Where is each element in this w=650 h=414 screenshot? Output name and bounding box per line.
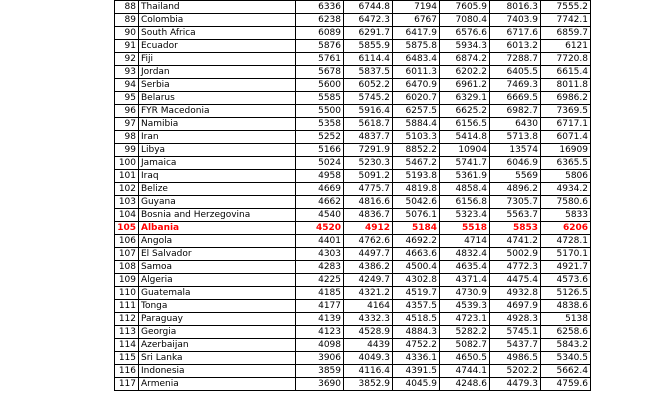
value-cell: 4518.5	[393, 313, 440, 326]
value-cell: 4832.4	[440, 248, 490, 261]
table-row	[115, 14, 591, 27]
value-cell: 4098	[296, 339, 344, 352]
value-cell: 4332.3	[344, 313, 393, 326]
value-cell: 7742.1	[541, 14, 591, 27]
value-cell: 4928.3	[490, 313, 541, 326]
rank-cell: 91	[115, 40, 139, 53]
value-cell: 5618.7	[344, 118, 393, 131]
value-cell: 5361.9	[440, 170, 490, 183]
value-cell: 5024	[296, 157, 344, 170]
value-cell: 6202.2	[440, 66, 490, 79]
table-row	[115, 235, 591, 248]
value-cell: 6470.9	[393, 79, 440, 92]
value-cell: 4528.9	[344, 326, 393, 339]
value-cell: 8852.2	[393, 144, 440, 157]
value-cell: 5569	[490, 170, 541, 183]
country-cell: Indonesia	[139, 365, 296, 378]
value-cell: 6405.5	[490, 66, 541, 79]
rank-cell: 109	[115, 274, 139, 287]
value-cell: 4336.1	[393, 352, 440, 365]
value-cell: 4391.5	[393, 365, 440, 378]
value-cell: 8011.8	[541, 79, 591, 92]
country-cell: Algeria	[139, 274, 296, 287]
country-cell: Belarus	[139, 92, 296, 105]
value-cell: 4958	[296, 170, 344, 183]
value-cell: 5358	[296, 118, 344, 131]
value-cell: 4573.6	[541, 274, 591, 287]
value-cell: 6011.3	[393, 66, 440, 79]
value-cell: 6013.2	[490, 40, 541, 53]
rank-cell: 110	[115, 287, 139, 300]
country-cell: Thailand	[139, 1, 296, 14]
value-cell: 4775.7	[344, 183, 393, 196]
value-cell: 4164	[344, 300, 393, 313]
value-cell: 4357.5	[393, 300, 440, 313]
value-cell: 4500.4	[393, 261, 440, 274]
value-cell: 5934.3	[440, 40, 490, 53]
value-cell: 4185	[296, 287, 344, 300]
value-cell: 5745.1	[490, 326, 541, 339]
country-cell: Tonga	[139, 300, 296, 313]
value-cell: 4049.3	[344, 352, 393, 365]
country-cell: FYR Macedonia	[139, 105, 296, 118]
value-cell: 4714	[440, 235, 490, 248]
value-cell: 4520	[296, 222, 344, 235]
value-cell: 5585	[296, 92, 344, 105]
value-cell: 4139	[296, 313, 344, 326]
value-cell: 5091.2	[344, 170, 393, 183]
value-cell: 4816.6	[344, 196, 393, 209]
value-cell: 5600	[296, 79, 344, 92]
value-cell: 4932.8	[490, 287, 541, 300]
value-cell: 6046.9	[490, 157, 541, 170]
country-cell: Albania	[139, 222, 296, 235]
value-cell: 6874.2	[440, 53, 490, 66]
value-cell: 5741.7	[440, 157, 490, 170]
value-cell: 4371.4	[440, 274, 490, 287]
value-cell: 6717.6	[490, 27, 541, 40]
value-cell: 6257.5	[393, 105, 440, 118]
value-cell: 4479.3	[490, 378, 541, 391]
value-cell: 4692.2	[393, 235, 440, 248]
country-cell: Azerbaijan	[139, 339, 296, 352]
country-cell: Bosnia and Herzegovina	[139, 209, 296, 222]
rank-cell: 93	[115, 66, 139, 79]
rank-cell: 95	[115, 92, 139, 105]
value-cell: 6089	[296, 27, 344, 40]
table-row	[115, 300, 591, 313]
value-cell: 6417.9	[393, 27, 440, 40]
value-cell: 4303	[296, 248, 344, 261]
value-cell: 4116.4	[344, 365, 393, 378]
value-cell: 10904	[440, 144, 490, 157]
table-row	[115, 170, 591, 183]
country-cell: Iraq	[139, 170, 296, 183]
value-cell: 7580.6	[541, 196, 591, 209]
rank-cell: 116	[115, 365, 139, 378]
rank-cell: 111	[115, 300, 139, 313]
value-cell: 4819.8	[393, 183, 440, 196]
value-cell: 5414.8	[440, 131, 490, 144]
value-cell: 4283	[296, 261, 344, 274]
value-cell: 5678	[296, 66, 344, 79]
country-cell: Georgia	[139, 326, 296, 339]
value-cell: 4401	[296, 235, 344, 248]
table-row	[115, 261, 591, 274]
value-cell: 6986.2	[541, 92, 591, 105]
value-cell: 4836.7	[344, 209, 393, 222]
value-cell: 5662.4	[541, 365, 591, 378]
value-cell: 6114.4	[344, 53, 393, 66]
value-cell: 6669.5	[490, 92, 541, 105]
value-cell: 6336	[296, 1, 344, 14]
value-cell: 5884.4	[393, 118, 440, 131]
value-cell: 4752.2	[393, 339, 440, 352]
value-cell: 5340.5	[541, 352, 591, 365]
country-cell: Belize	[139, 183, 296, 196]
value-cell: 4249.7	[344, 274, 393, 287]
table-row	[115, 209, 591, 222]
table-row	[115, 66, 591, 79]
table-row	[115, 196, 591, 209]
value-cell: 4540	[296, 209, 344, 222]
value-cell: 7555.2	[541, 1, 591, 14]
rank-cell: 98	[115, 131, 139, 144]
value-cell: 5837.5	[344, 66, 393, 79]
country-cell: Armenia	[139, 378, 296, 391]
country-cell: Libya	[139, 144, 296, 157]
country-cell: Namibia	[139, 118, 296, 131]
value-cell: 5853	[490, 222, 541, 235]
value-cell: 7305.7	[490, 196, 541, 209]
rank-cell: 104	[115, 209, 139, 222]
rank-cell: 102	[115, 183, 139, 196]
value-cell: 4386.2	[344, 261, 393, 274]
value-cell: 6156.8	[440, 196, 490, 209]
value-cell: 5002.9	[490, 248, 541, 261]
rank-cell: 92	[115, 53, 139, 66]
value-cell: 5184	[393, 222, 440, 235]
value-cell: 4896.2	[490, 183, 541, 196]
value-cell: 4497.7	[344, 248, 393, 261]
value-cell: 5202.2	[490, 365, 541, 378]
table-row	[115, 183, 591, 196]
value-cell: 4728.1	[541, 235, 591, 248]
value-cell: 7288.7	[490, 53, 541, 66]
value-cell: 5563.7	[490, 209, 541, 222]
value-cell: 6206	[541, 222, 591, 235]
value-cell: 4321.2	[344, 287, 393, 300]
value-cell: 4225	[296, 274, 344, 287]
value-cell: 4772.3	[490, 261, 541, 274]
value-cell: 4439	[344, 339, 393, 352]
value-cell: 6071.4	[541, 131, 591, 144]
value-cell: 5230.3	[344, 157, 393, 170]
value-cell: 7720.8	[541, 53, 591, 66]
table-row	[115, 53, 591, 66]
value-cell: 4475.4	[490, 274, 541, 287]
value-cell: 3859	[296, 365, 344, 378]
value-cell: 5500	[296, 105, 344, 118]
table-row	[115, 1, 591, 14]
value-cell: 5437.7	[490, 339, 541, 352]
rank-cell: 97	[115, 118, 139, 131]
table-row	[115, 378, 591, 391]
value-cell: 5042.6	[393, 196, 440, 209]
value-cell: 4045.9	[393, 378, 440, 391]
value-cell: 3852.9	[344, 378, 393, 391]
country-cell: El Salvador	[139, 248, 296, 261]
value-cell: 4669	[296, 183, 344, 196]
country-cell: Jordan	[139, 66, 296, 79]
table-row	[115, 157, 591, 170]
value-cell: 5875.8	[393, 40, 440, 53]
value-cell: 6258.6	[541, 326, 591, 339]
value-cell: 6859.7	[541, 27, 591, 40]
value-cell: 6329.1	[440, 92, 490, 105]
value-cell: 4730.9	[440, 287, 490, 300]
value-cell: 7605.9	[440, 1, 490, 14]
value-cell: 6767	[393, 14, 440, 27]
value-cell: 5518	[440, 222, 490, 235]
country-cell: Angola	[139, 235, 296, 248]
value-cell: 4177	[296, 300, 344, 313]
value-cell: 5833	[541, 209, 591, 222]
value-cell: 7291.9	[344, 144, 393, 157]
rank-cell: 112	[115, 313, 139, 326]
value-cell: 6365.5	[541, 157, 591, 170]
value-cell: 4123	[296, 326, 344, 339]
table-row	[115, 118, 591, 131]
value-cell: 4635.4	[440, 261, 490, 274]
value-cell: 4741.2	[490, 235, 541, 248]
value-cell: 5166	[296, 144, 344, 157]
value-cell: 6121	[541, 40, 591, 53]
country-cell: Fiji	[139, 53, 296, 66]
value-cell: 6717.1	[541, 118, 591, 131]
value-cell: 4650.5	[440, 352, 490, 365]
value-cell: 5323.4	[440, 209, 490, 222]
value-cell: 5126.5	[541, 287, 591, 300]
value-cell: 5843.2	[541, 339, 591, 352]
value-cell: 4248.6	[440, 378, 490, 391]
table-row	[115, 365, 591, 378]
value-cell: 3690	[296, 378, 344, 391]
table-row	[115, 248, 591, 261]
country-cell: Jamaica	[139, 157, 296, 170]
table-row	[115, 313, 591, 326]
value-cell: 5103.3	[393, 131, 440, 144]
value-cell: 13574	[490, 144, 541, 157]
value-cell: 5467.2	[393, 157, 440, 170]
table-row	[115, 144, 591, 157]
value-cell: 6576.6	[440, 27, 490, 40]
rank-cell: 96	[115, 105, 139, 118]
table-row	[115, 352, 591, 365]
value-cell: 4858.4	[440, 183, 490, 196]
rank-cell: 99	[115, 144, 139, 157]
country-cell: Guatemala	[139, 287, 296, 300]
value-cell: 5082.7	[440, 339, 490, 352]
value-cell: 6982.7	[490, 105, 541, 118]
value-cell: 4912	[344, 222, 393, 235]
value-cell: 5876	[296, 40, 344, 53]
country-cell: Samoa	[139, 261, 296, 274]
rank-cell: 115	[115, 352, 139, 365]
table-row	[115, 40, 591, 53]
value-cell: 7469.3	[490, 79, 541, 92]
value-cell: 16909	[541, 144, 591, 157]
country-cell: Guyana	[139, 196, 296, 209]
value-cell: 4697.9	[490, 300, 541, 313]
country-cell: Ecuador	[139, 40, 296, 53]
value-cell: 5761	[296, 53, 344, 66]
value-cell: 6052.2	[344, 79, 393, 92]
rank-cell: 88	[115, 1, 139, 14]
value-cell: 5076.1	[393, 209, 440, 222]
value-cell: 6156.5	[440, 118, 490, 131]
table-row	[115, 27, 591, 40]
country-cell: Colombia	[139, 14, 296, 27]
table-row	[115, 105, 591, 118]
value-cell: 4519.7	[393, 287, 440, 300]
value-cell: 6744.8	[344, 1, 393, 14]
value-cell: 4762.6	[344, 235, 393, 248]
value-cell: 6472.3	[344, 14, 393, 27]
table-row	[115, 326, 591, 339]
value-cell: 5193.8	[393, 170, 440, 183]
rank-cell: 113	[115, 326, 139, 339]
value-cell: 4662	[296, 196, 344, 209]
value-cell: 3906	[296, 352, 344, 365]
value-cell: 5282.2	[440, 326, 490, 339]
country-cell: Sri Lanka	[139, 352, 296, 365]
rank-cell: 103	[115, 196, 139, 209]
value-cell: 5252	[296, 131, 344, 144]
rank-cell: 117	[115, 378, 139, 391]
value-cell: 6483.4	[393, 53, 440, 66]
value-cell: 6615.4	[541, 66, 591, 79]
table-row	[115, 79, 591, 92]
value-cell: 6020.7	[393, 92, 440, 105]
value-cell: 4302.8	[393, 274, 440, 287]
country-cell: Iran	[139, 131, 296, 144]
value-cell: 5745.2	[344, 92, 393, 105]
rank-cell: 108	[115, 261, 139, 274]
value-cell: 4744.1	[440, 365, 490, 378]
rank-cell: 101	[115, 170, 139, 183]
country-cell: Paraguay	[139, 313, 296, 326]
value-cell: 5713.8	[490, 131, 541, 144]
value-cell: 4663.6	[393, 248, 440, 261]
rank-cell: 94	[115, 79, 139, 92]
rank-cell: 114	[115, 339, 139, 352]
value-cell: 5916.4	[344, 105, 393, 118]
value-cell: 7080.4	[440, 14, 490, 27]
value-cell: 4838.6	[541, 300, 591, 313]
value-cell: 4934.2	[541, 183, 591, 196]
value-cell: 5170.1	[541, 248, 591, 261]
rank-cell: 90	[115, 27, 139, 40]
rank-cell: 100	[115, 157, 139, 170]
value-cell: 6430	[490, 118, 541, 131]
value-cell: 6238	[296, 14, 344, 27]
gdp-ranking-table	[114, 0, 591, 391]
value-cell: 7403.9	[490, 14, 541, 27]
value-cell: 4986.5	[490, 352, 541, 365]
table-row	[115, 274, 591, 287]
value-cell: 7194	[393, 1, 440, 14]
table-row	[115, 92, 591, 105]
rank-cell: 107	[115, 248, 139, 261]
value-cell: 5806	[541, 170, 591, 183]
value-cell: 4723.1	[440, 313, 490, 326]
rank-cell: 105	[115, 222, 139, 235]
value-cell: 8016.3	[490, 1, 541, 14]
rank-cell: 106	[115, 235, 139, 248]
value-cell: 4759.6	[541, 378, 591, 391]
value-cell: 4539.3	[440, 300, 490, 313]
value-cell: 6961.2	[440, 79, 490, 92]
value-cell: 4921.7	[541, 261, 591, 274]
country-cell: Serbia	[139, 79, 296, 92]
value-cell: 6291.7	[344, 27, 393, 40]
table-row	[115, 131, 591, 144]
value-cell: 7369.5	[541, 105, 591, 118]
rank-cell: 89	[115, 14, 139, 27]
value-cell: 5855.9	[344, 40, 393, 53]
value-cell: 4837.7	[344, 131, 393, 144]
table-row	[115, 339, 591, 352]
value-cell: 6625.2	[440, 105, 490, 118]
country-cell: South Africa	[139, 27, 296, 40]
table-row-highlighted	[115, 222, 591, 235]
table-body	[115, 1, 591, 391]
value-cell: 4884.3	[393, 326, 440, 339]
value-cell: 5138	[541, 313, 591, 326]
table-row	[115, 287, 591, 300]
